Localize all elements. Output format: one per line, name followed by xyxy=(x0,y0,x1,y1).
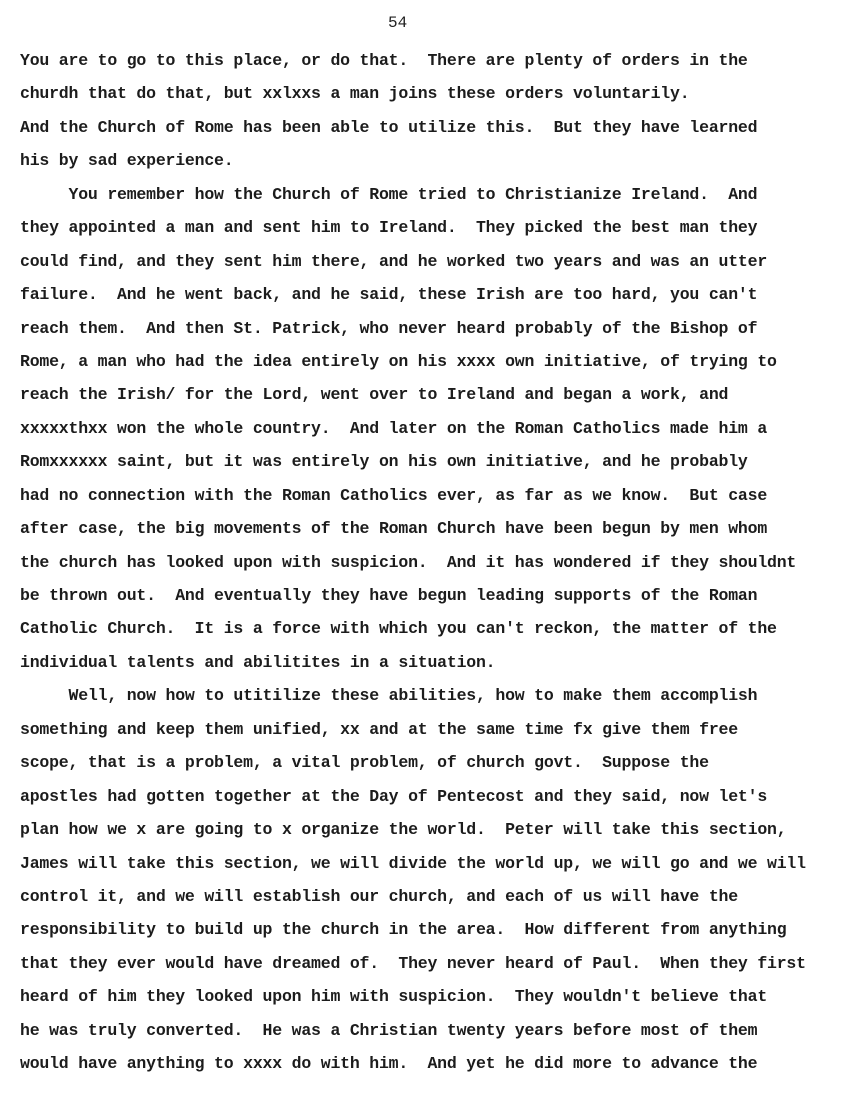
text-line: be thrown out. And eventually they have begun leading supports of the Roman xyxy=(20,586,758,605)
text-line: You remember how the Church of Rome tried to Christianize Ireland. And xyxy=(20,184,758,204)
text-line: would have anything to xxxx do with him. And yet he did more to advance the xyxy=(20,1054,758,1074)
text-line: Catholic Church. It is a force with which you can't reckon, the matter of the xyxy=(20,619,777,639)
text-line: his by sad experience. xyxy=(20,151,234,171)
text-line: And the Church of Rome has been able to utilize this. But they have learned xyxy=(20,117,758,137)
text-line: he was truly converted. He was a Christian twenty years before most of them xyxy=(20,1020,758,1040)
text-line: could find, and they sent him there, and he worked two years and was an utter xyxy=(20,251,768,271)
document-body xyxy=(20,50,806,1087)
text-line: individual talents and abilitites in a situation. xyxy=(20,652,496,672)
text-line: the church has looked upon with suspicion. And it has wondered if they shouldnt xyxy=(20,552,797,572)
text-line: plan how we x are going to x organize the world. Peter will take this section, xyxy=(20,820,787,840)
text-line: reach them. And then St. Patrick, who never heard probably of the Bishop of xyxy=(20,318,758,338)
page-number: 54 xyxy=(388,14,408,32)
text-line: something and keep them unified, xx and at the same time fx give them free xyxy=(20,719,738,739)
text-line: responsibility to build up the church in the area. How different from anything xyxy=(20,920,787,940)
text-line: You are to go to this place, or do that. There are plenty of orders in the xyxy=(20,51,748,70)
text-line: heard of him they looked upon him with suspicion. They wouldn't believe that xyxy=(20,987,768,1007)
text-line: Rome, a man who had the idea entirely on his xxxx own initiative, of trying to xyxy=(20,351,777,371)
text-line: failure. And he went back, and he said, these Irish are too hard, you can't xyxy=(20,285,758,305)
text-line: scope, that is a problem, a vital problem, of church govt. Suppose the xyxy=(20,753,709,773)
text-line: control it, and we will establish our church, and each of us will have the xyxy=(20,886,738,906)
text-line: Romxxxxxx saint, but it was entirely on his own initiative, and he probably xyxy=(20,452,748,472)
text-line: churdh that do that, but xxlxxs a man joins these orders voluntarily. xyxy=(20,84,690,104)
text-line: that they ever would have dreamed of. They never heard of Paul. When they first xyxy=(20,953,806,973)
text-line: reach the Irish/ for the Lord, went over to Ireland and began a work, and xyxy=(20,385,729,405)
text-line: after case, the big movements of the Roman Church have been begun by men whom xyxy=(20,519,768,539)
text-line: Well, now how to utitilize these abilities, how to make them accomplish xyxy=(20,686,758,706)
text-line: they appointed a man and sent him to Ireland. They picked the best man they xyxy=(20,218,758,238)
text-line: xxxxxthxx won the whole country. And later on the Roman Catholics made him a xyxy=(20,418,768,438)
text-line: apostles had gotten together at the Day of Pentecost and they said, now let's xyxy=(20,786,768,806)
text-line: had no connection with the Roman Catholics ever, as far as we know. But case xyxy=(20,485,768,505)
text-line: James will take this section, we will divide the world up, we will go and we will xyxy=(20,853,806,873)
